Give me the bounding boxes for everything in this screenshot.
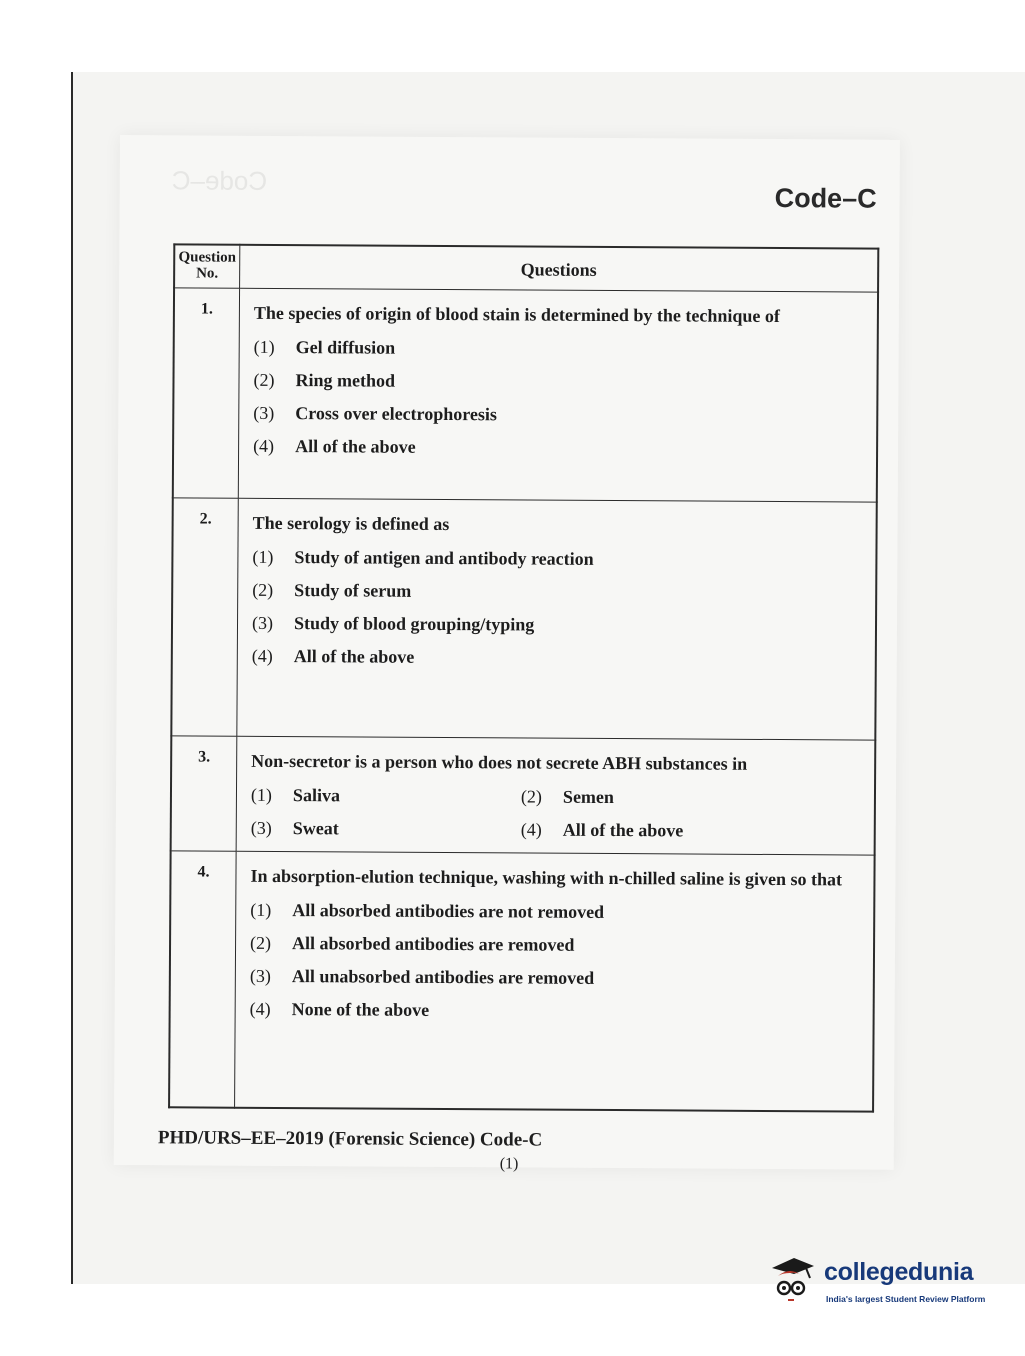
question-text: Non-secretor is a person who does not secrete ABH substances in <box>251 750 748 774</box>
paper-code-header: Code–C <box>774 183 877 214</box>
option-number: (2) <box>520 786 543 807</box>
collegedunia-logo <box>768 1254 1008 1314</box>
option <box>252 547 865 572</box>
option-number: (3) <box>249 965 271 986</box>
option-grid <box>251 785 864 843</box>
option-text: All of the above <box>293 646 415 667</box>
question-body <box>238 288 878 502</box>
mascot-icon <box>768 1254 818 1304</box>
option-text: None of the above <box>291 999 430 1020</box>
option <box>254 337 867 362</box>
question-text: The serology is defined as <box>252 512 450 535</box>
option <box>250 900 863 925</box>
option <box>250 966 863 991</box>
question-number: 4. <box>169 851 236 1107</box>
option-number: (1) <box>250 784 273 805</box>
option-number: (2) <box>250 932 272 953</box>
option-number: (3) <box>250 817 272 838</box>
option-text: Saliva <box>292 785 341 806</box>
question-text: In absorption-elution technique, washing with n-chilled saline is given so that <box>250 865 843 890</box>
option-text: Sweat <box>292 818 339 839</box>
question-body <box>237 498 877 740</box>
option-text: All of the above <box>562 819 684 841</box>
option <box>250 999 863 1024</box>
option <box>252 613 865 638</box>
logo-tagline: India's largest Student Review Platform <box>826 1294 986 1304</box>
option-number: (1) <box>252 546 274 567</box>
paper-footer-code: PHD/URS–EE–2019 (Forensic Science) Code-C <box>157 1127 543 1151</box>
option <box>250 933 863 958</box>
option-number: (1) <box>250 899 272 920</box>
questions-table <box>168 243 879 1112</box>
option-text: All unabsorbed antibodies are removed <box>291 966 595 988</box>
option-number: (3) <box>251 612 274 633</box>
question-body <box>236 736 875 855</box>
scan-edge-line <box>71 72 73 1284</box>
question-number: 1. <box>173 288 240 498</box>
question-number: 2. <box>171 498 238 736</box>
option-text: Study of blood grouping/typing <box>293 613 535 635</box>
option <box>521 819 864 842</box>
option-text: All absorbed antibodies are not removed <box>292 900 605 922</box>
option-number: (3) <box>253 402 275 423</box>
question-row <box>171 736 876 855</box>
option-number: (2) <box>252 579 274 600</box>
table-header-row <box>174 244 878 292</box>
question-number-header: Question No. <box>174 244 240 288</box>
option-text: Gel diffusion <box>295 337 396 358</box>
option <box>252 580 865 605</box>
option <box>252 646 865 671</box>
option <box>251 785 521 808</box>
question-row <box>173 288 878 502</box>
option-text: All absorbed antibodies are removed <box>292 933 575 955</box>
option-text: Cross over electrophoresis <box>295 403 498 425</box>
option-number: (4) <box>249 998 271 1019</box>
option-number: (4) <box>520 819 542 840</box>
option-text: Study of serum <box>294 580 412 601</box>
question-text: The species of origin of blood stain is determined by the technique of <box>253 302 780 327</box>
option-text: All of the above <box>295 436 416 457</box>
question-row <box>171 498 876 740</box>
bleed-through-text: Code–C <box>171 165 268 196</box>
question-number: 3. <box>171 736 237 851</box>
option <box>253 370 866 395</box>
option <box>253 403 866 428</box>
exam-page <box>114 135 900 1173</box>
option-number: (4) <box>251 645 273 666</box>
page-number: (1) <box>499 1155 519 1173</box>
option-text: Ring method <box>295 370 396 391</box>
option <box>521 786 864 809</box>
option-text: Semen <box>562 786 615 808</box>
questions-header: Questions <box>240 245 879 292</box>
option-number: (4) <box>253 435 275 456</box>
logo-wordmark: collegedunia <box>824 1258 974 1286</box>
option <box>253 436 866 461</box>
question-row <box>169 851 875 1111</box>
option-number: (2) <box>253 369 275 390</box>
option-number: (1) <box>253 336 275 357</box>
question-body <box>235 851 875 1111</box>
option <box>251 818 521 841</box>
option-text: Study of antigen and antibody reaction <box>294 547 594 569</box>
